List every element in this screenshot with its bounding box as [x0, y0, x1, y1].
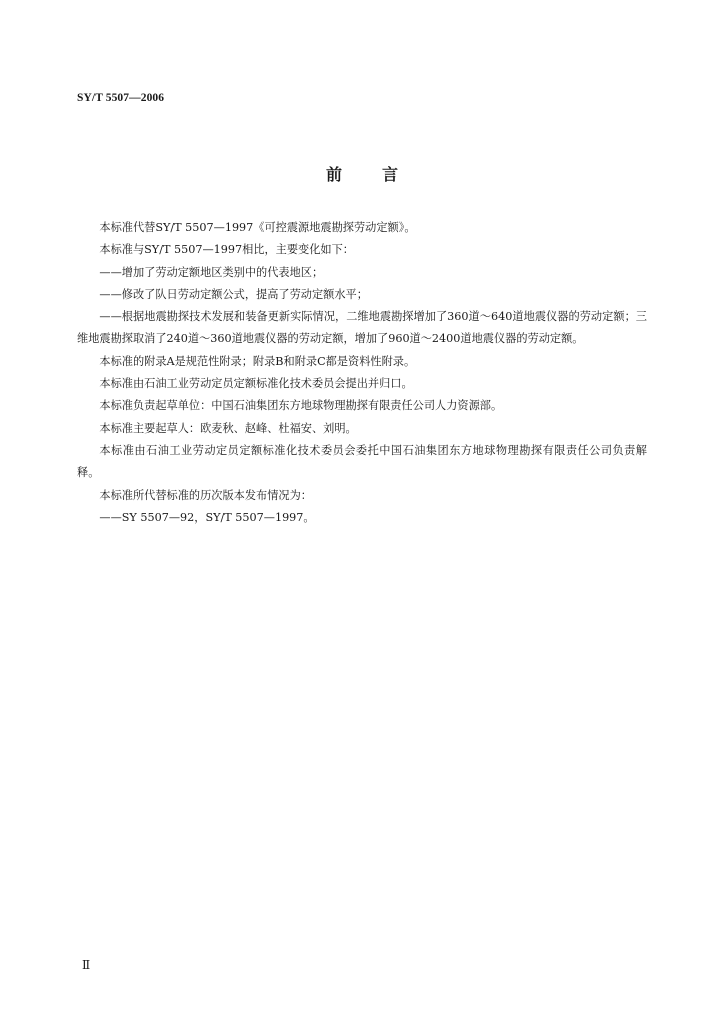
paragraph: 本标准主要起草人：欧麦秋、赵峰、杜福安、刘明。 — [99, 421, 357, 435]
paragraph: 本标准由石油工业劳动定员定额标准化技术委员会提出并归口。 — [99, 377, 413, 391]
paragraph: ——修改了队日劳动定额公式，提高了劳动定额水平； — [99, 287, 368, 301]
standard-number: SY/T 5507—2006 — [77, 92, 165, 104]
paragraph: ——SY 5507—92，SY/T 5507—1997。 — [99, 510, 315, 524]
paragraph: 本标准的附录A是规范性附录；附录B和附录C都是资料性附录。 — [99, 354, 416, 368]
paragraph: ——根据地震勘探技术发展和装备更新实际情况，二维地震勘探增加了360道～640道地震仪器的劳动定额；三维地震勘探取消了240道～360道地震仪器的劳动定额，增加了960道～2400道地震仪器的劳动定额。 — [77, 310, 647, 346]
paragraph: ——增加了劳动定额地区类别中的代表地区； — [99, 265, 324, 279]
paragraph: 本标准与SY/T 5507—1997相比，主要变化如下： — [99, 243, 354, 257]
paragraph: 本标准所代替标准的历次版本发布情况为： — [99, 488, 312, 502]
preface-body — [77, 217, 647, 529]
page-number: Ⅱ — [82, 958, 91, 972]
paragraph: 本标准代替SY/T 5507—1997《可控震源地震勘探劳动定额》。 — [99, 221, 416, 234]
paragraph: 本标准负责起草单位：中国石油集团东方地球物理勘探有限责任公司人力资源部。 — [99, 399, 503, 413]
page-title: 前言 — [325, 165, 438, 184]
paragraph: 本标准由石油工业劳动定员定额标准化技术委员会委托中国石油集团东方地球物理勘探有限责任公司负责解释。 — [77, 443, 647, 480]
